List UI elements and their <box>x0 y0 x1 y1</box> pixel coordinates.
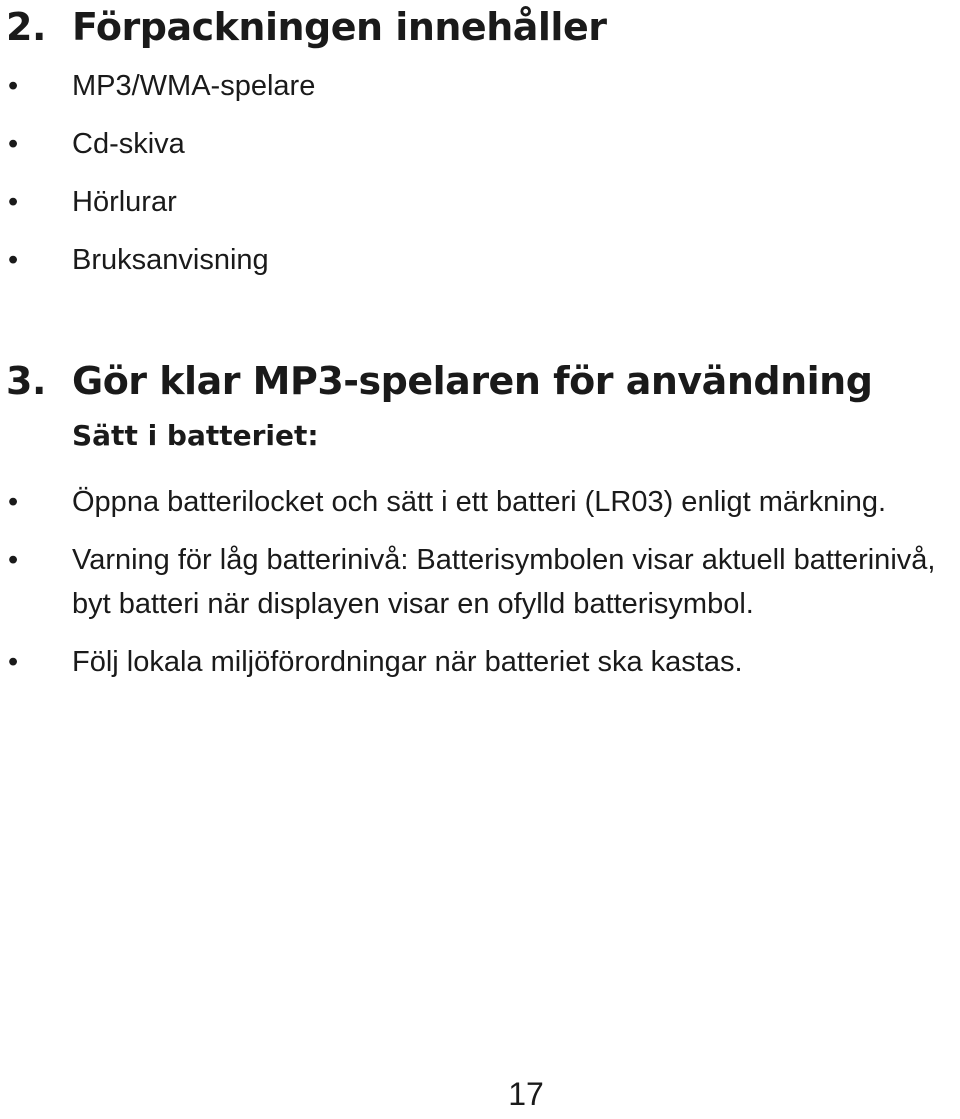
bullet: • <box>8 128 19 160</box>
section-number: 2. <box>6 5 46 49</box>
battery-subheading: Sätt i batteriet: <box>72 419 319 452</box>
section-number: 3. <box>6 359 46 403</box>
list-item-text: Bruksanvisning <box>72 244 269 276</box>
list-item <box>0 480 960 524</box>
list-item-text: Öppna batterilocket och sätt i ett batteri (LR03) enligt märkning. <box>72 486 887 518</box>
section-heading-contents <box>6 5 607 49</box>
bullet: • <box>8 244 19 276</box>
bullet: • <box>8 544 19 576</box>
bullet: • <box>8 186 19 218</box>
list-item-text: Följ lokala miljöförordningar när batteriet ska kastas. <box>72 646 743 678</box>
list-item-text: Hörlurar <box>72 186 177 218</box>
battery-instructions-list <box>0 480 960 698</box>
list-item <box>0 538 960 626</box>
list-item <box>0 180 315 238</box>
bullet: • <box>8 486 19 518</box>
list-item <box>0 640 960 684</box>
list-item <box>0 238 315 296</box>
bullet: • <box>8 70 19 102</box>
section-heading-setup <box>6 359 873 403</box>
bullet: • <box>8 646 19 678</box>
list-item-text: MP3/WMA-spelare <box>72 70 316 102</box>
list-item <box>0 122 315 180</box>
list-item-text: Cd-skiva <box>72 128 185 160</box>
list-item-text: Varning för låg batterinivå: Batterisymbolen visar aktuell batterinivå, byt batteri när displayen visar en ofylld batterisymbol. <box>72 544 936 620</box>
section-title: Förpackningen innehåller <box>72 5 607 49</box>
page-number: 17 <box>508 1076 544 1112</box>
package-contents-list <box>0 64 315 296</box>
section-title: Gör klar MP3-spelaren för användning <box>72 359 873 403</box>
list-item <box>0 64 315 122</box>
